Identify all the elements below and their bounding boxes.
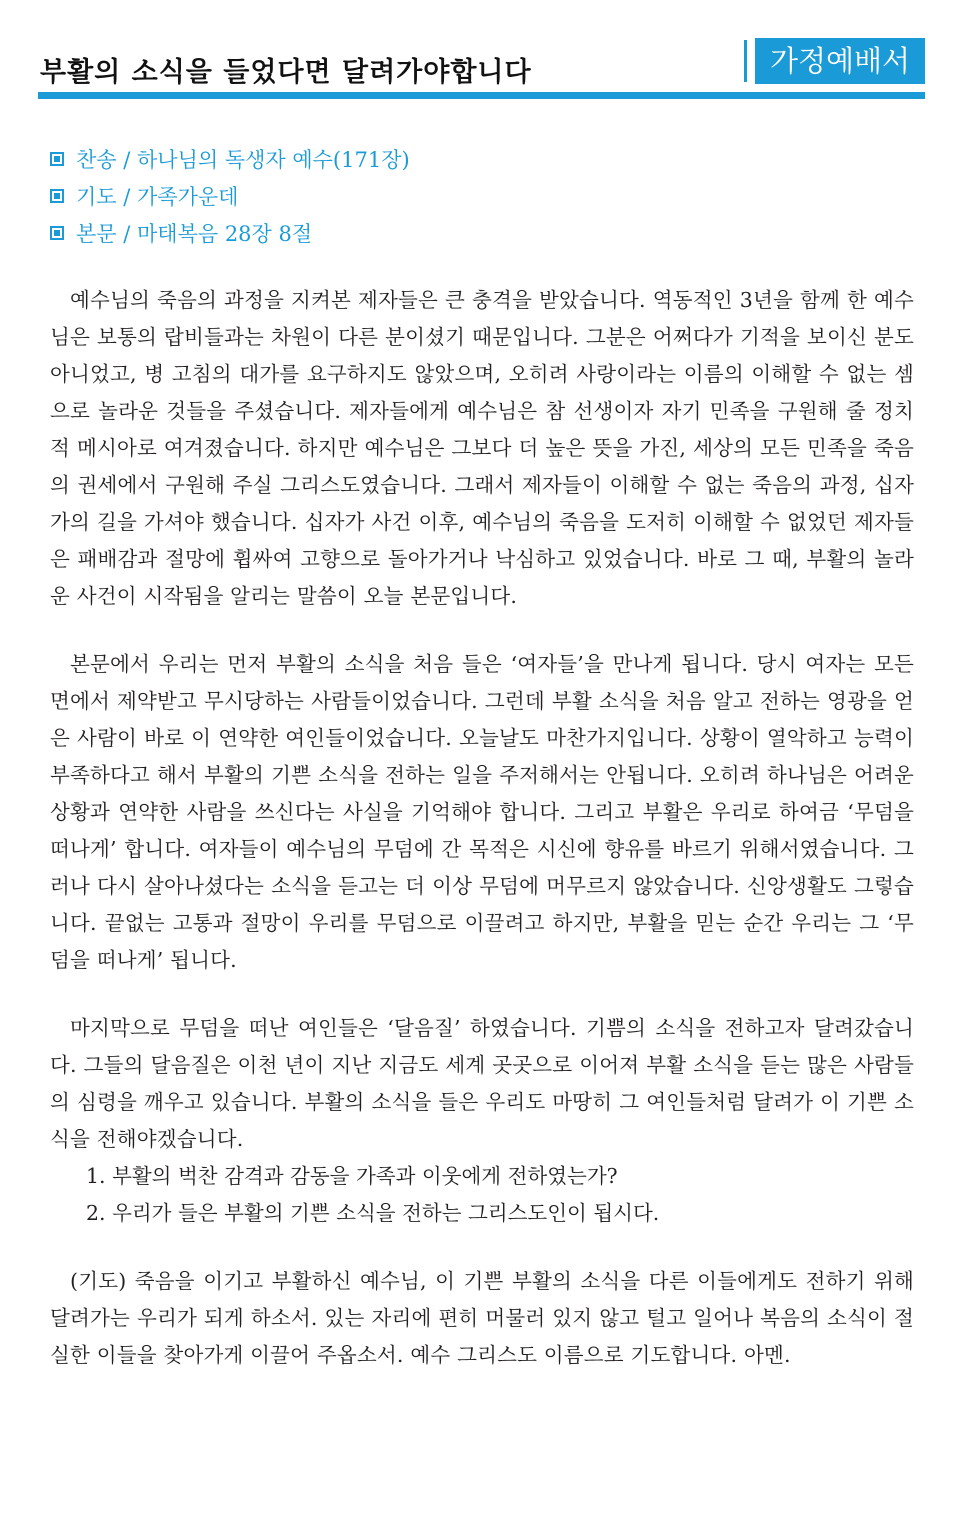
info-text-scripture: 본문 / 마태복음 28장 8절 — [76, 221, 313, 246]
question-2: 2. 우리가 들은 부활의 기쁜 소식을 전하는 그리스도인이 됩시다. — [86, 1201, 660, 1225]
info-item-scripture — [50, 214, 410, 251]
square-bullet-icon — [50, 152, 64, 166]
info-item-hymn — [50, 140, 410, 177]
square-bullet-icon — [50, 189, 64, 203]
sermon-body — [50, 282, 914, 1374]
page-title: 부활의 소식을 들었다면 달려가야합니다 — [40, 57, 532, 88]
paragraph-gap — [50, 1232, 914, 1263]
info-text-hymn: 찬송 / 하나님의 독생자 예수(171장) — [76, 147, 410, 172]
worship-info-list — [50, 140, 410, 251]
square-bullet-icon — [50, 226, 64, 240]
page-header — [38, 38, 925, 100]
paragraph-gap — [50, 979, 914, 1010]
reflection-questions — [50, 1158, 914, 1232]
paragraph-1: 예수님의 죽음의 과정을 지켜본 제자들은 큰 충격을 받았습니다. 역동적인 3년을 함께 한 예수님은 보통의 랍비들과는 차원이 다른 분이셨기 때문입니다. 그분은 어쩌다가 기적을 보이신 분도 아니었고, 병 고침의 대가를 요구하지도 않았으며, 오히려 사랑이라는 이름의 이해할 수 없는 셈으로 놀라운 것들을 주셨습니다. 제자들에게 예수님은 참 선생이자 자기 민족을 구원해 줄 정치적 메시아로 여겨졌습니다. 하지만 예수님은 그보다 더 높은 뜻을 가진, 세상의 모든 민족을 죽음의 권세에서 구원해 주실 그리스도였습니다. 그래서 제자들이 이해할 수 없는 죽음의 과정, 십자가의 길을 가셔야 했습니다. 십자가 사건 이후, 예수님의 죽음을 도저히 이해할 수 없었던 제자들은 패배감과 절망에 휩싸여 고향으로 돌아가거나 낙심하고 있었습니다. 바로 그 때, 부활의 놀라운 사건이 시작됨을 알리는 말씀이 오늘 본문입니다. — [50, 288, 914, 608]
paragraph-3: 마지막으로 무덤을 떠난 여인들은 ‘달음질’ 하였습니다. 기쁨의 소식을 전하고자 달려갔습니다. 그들의 달음질은 이천 년이 지난 지금도 세계 곳곳으로 이어져 부활 소식을 듣는 많은 사람들의 심령을 깨우고 있습니다. 부활의 소식을 들은 우리도 마땅히 그 여인들처럼 달려가 이 기쁜 소식을 전해야겠습니다. — [50, 1016, 914, 1151]
header-rule — [38, 92, 925, 99]
info-text-prayer: 기도 / 가족가운데 — [76, 184, 239, 209]
info-item-prayer — [50, 177, 410, 214]
paragraph-2: 본문에서 우리는 먼저 부활의 소식을 처음 들은 ‘여자들’을 만나게 됩니다. 당시 여자는 모든 면에서 제약받고 무시당하는 사람들이었습니다. 그런데 부활 소식을 처음 알고 전하는 영광을 얻은 사람이 바로 이 연약한 여인들이었습니다. 오늘날도 마찬가지입니다. 상황이 열악하고 능력이 부족하다고 해서 부활의 기쁜 소식을 전하는 일을 주저해서는 안됩니다. 오히려 하나님은 어려운 상황과 연약한 사람을 쓰신다는 사실을 기억해야 합니다. 그리고 부활은 우리로 하여금 ‘무덤을 떠나게’ 합니다. 여자들이 예수님의 무덤에 간 목적은 시신에 향유를 바르기 위해서였습니다. 그러나 다시 살아나셨다는 소식을 듣고는 더 이상 무덤에 머무르지 않았습니다. 신앙생활도 그렇습니다. 끝없는 고통과 절망이 우리를 무덤으로 이끌려고 하지만, 부활을 믿는 순간 우리는 그 ‘무덤을 떠나게’ 됩니다. — [50, 652, 914, 972]
closing-prayer: (기도) 죽음을 이기고 부활하신 예수님, 이 기쁜 부활의 소식을 다른 이들에게도 전하기 위해 달려가는 우리가 되게 하소서. 있는 자리에 편히 머물러 있지 않고 털고 일어나 복음의 소식이 절실한 이들을 찾아가게 이끌어 주옵소서. 예수 그리스도 이름으로 기도합니다. 아멘. — [50, 1269, 914, 1367]
header-divider — [744, 40, 747, 82]
paragraph-gap — [50, 615, 914, 646]
question-1: 1. 부활의 벅찬 감격과 감동을 가족과 이웃에게 전하였는가? — [86, 1164, 618, 1188]
section-badge: 가정예배서 — [755, 38, 925, 84]
